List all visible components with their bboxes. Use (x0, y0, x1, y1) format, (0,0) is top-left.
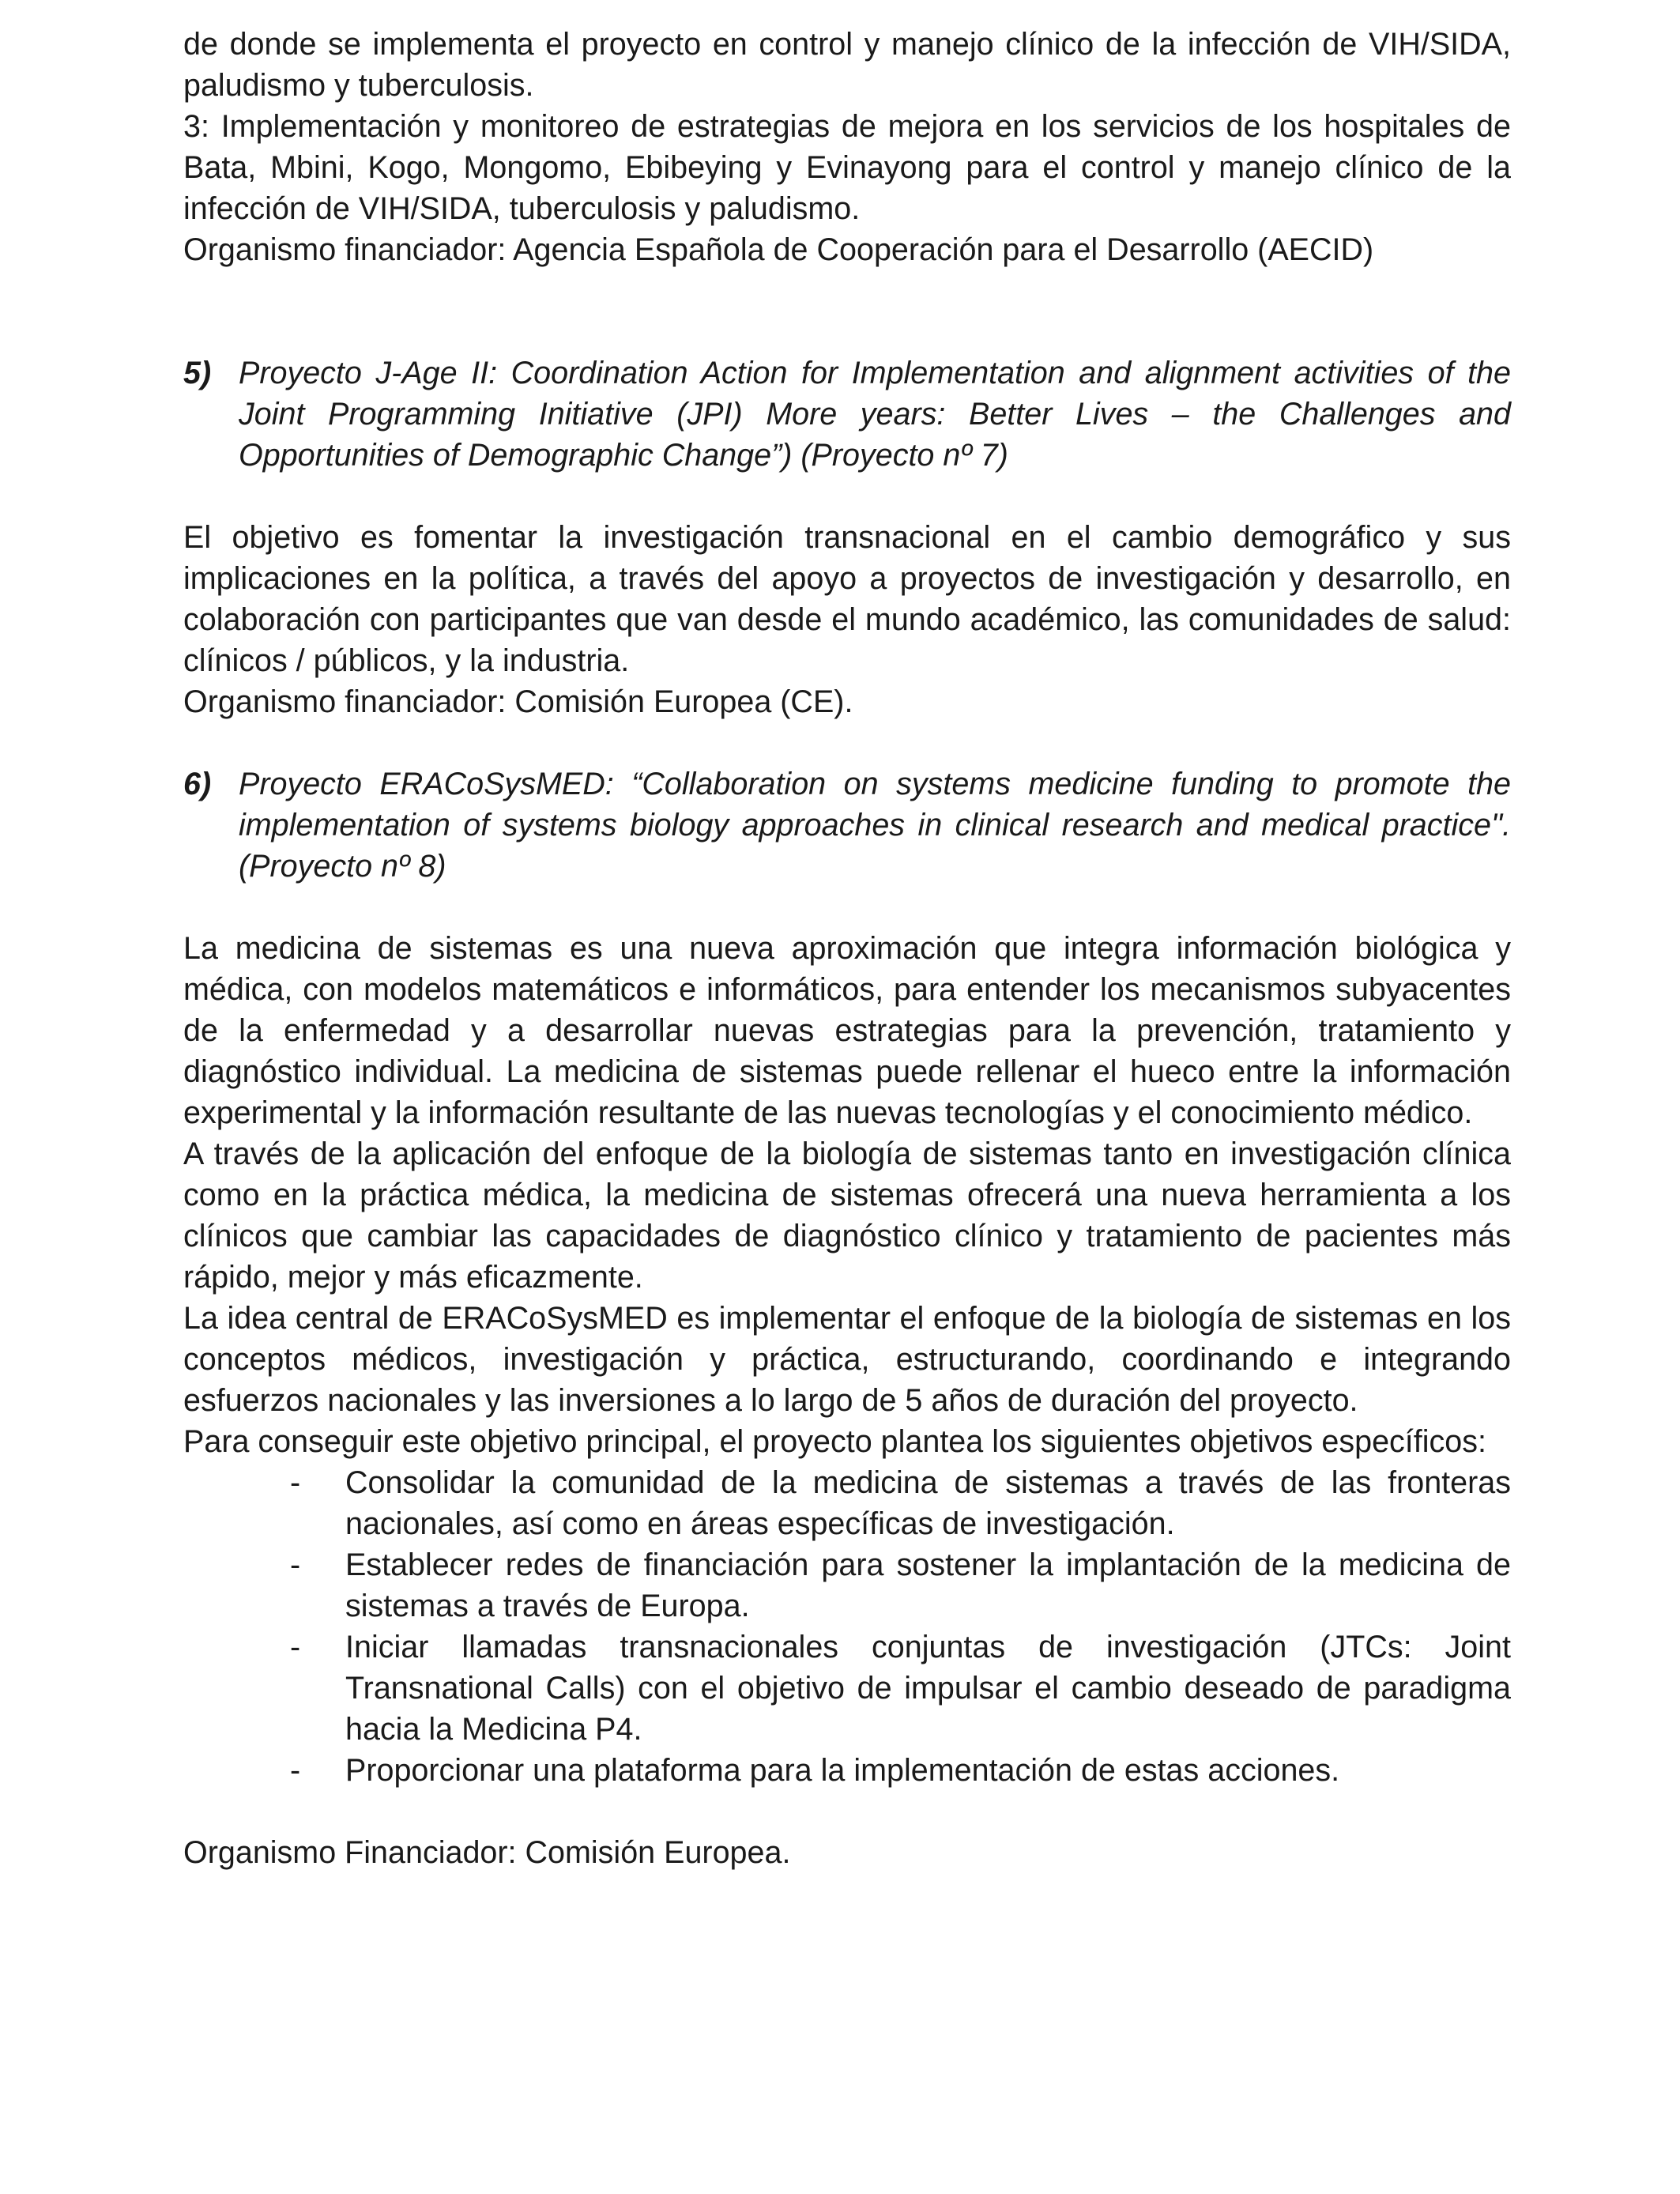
intro-paragraph: de donde se implementa el proyecto en control y manejo clínico de la infección de VIH/SIDA, paludismo y tuberculosis. (183, 27, 1511, 103)
list-item (290, 1544, 1511, 1627)
project-5-number: 5) (183, 356, 212, 390)
bullet-dash: - (290, 1630, 301, 1664)
intro-objective-3: 3: Implementación y monitoreo de estrategias de mejora en los servicios de los hospitales de Bata, Mbini, Kogo, Mongomo, Ebibeying y Evinayong para el control y manejo clínico de la infección de VIH/SIDA, tuberculosis y paludismo. (183, 109, 1511, 226)
list-item (290, 1462, 1511, 1544)
project-6-number: 6) (183, 767, 212, 801)
spacer (183, 1791, 1511, 1832)
project-6-paragraph-3: La idea central de ERACoSysMED es implementar el enfoque de la biología de sistemas en los conceptos médicos, investigación y práctica, estructurando, coordinando e integrando esfuerzos nacionales y las inversiones a lo largo de 5 años de duración del proyecto. (183, 1301, 1511, 1418)
objective-text: Consolidar la comunidad de la medicina de sistemas a través de las fronteras nacionales, así como en áreas específicas de investigación. (345, 1465, 1511, 1541)
list-item (290, 1750, 1511, 1791)
project-6-title: Proyecto ERACoSysMED: “Collaboration on systems medicine funding to promote the implementation of systems biology approaches in clinical research and medical practice". (Proyecto nº 8) (239, 767, 1511, 884)
list-item (290, 1627, 1511, 1750)
spacer (183, 270, 1511, 352)
bullet-dash: - (290, 1753, 301, 1788)
spacer (183, 476, 1511, 517)
document-page (183, 24, 1511, 1873)
project-6-paragraph-1: La medicina de sistemas es una nueva aproximación que integra información biológica y médica, con modelos matemáticos e informáticos, para entender los mecanismos subyacentes de la enfermedad y a desarrollar nuevas estrategias para la prevención, tratamiento y diagnóstico individual. La medicina de sistemas puede rellenar el hueco entre la información experimental y la información resultante de las nuevas tecnologías y el conocimiento médico. (183, 931, 1511, 1130)
objectives-list (183, 1462, 1511, 1791)
project-6-paragraph-4: Para conseguir este objetivo principal, el proyecto plantea los siguientes objetivos específicos: (183, 1424, 1486, 1459)
project-5-heading (183, 352, 1511, 476)
project-6-paragraph-2: A través de la aplicación del enfoque de la biología de sistemas tanto en investigación clínica como en la práctica médica, la medicina de sistemas ofrecerá una nueva herramienta a los clínicos que cambiar las capacidades de diagnóstico clínico y tratamiento de pacientes más rápido, mejor y más eficazmente. (183, 1137, 1511, 1295)
bullet-dash: - (290, 1465, 301, 1500)
objective-text: Establecer redes de financiación para sostener la implantación de la medicina de sistemas a través de Europa. (345, 1547, 1511, 1623)
project-5-funder: Organismo financiador: Comisión Europea (CE). (183, 684, 853, 719)
bullet-dash: - (290, 1547, 301, 1582)
objective-text: Iniciar llamadas transnacionales conjuntas de investigación (JTCs: Joint Transnational Calls) con el objetivo de impulsar el cambio deseado de paradigma hacia la Medicina P4. (345, 1630, 1511, 1747)
project-5-description: El objetivo es fomentar la investigación transnacional en el cambio demográfico y sus implicaciones en la política, a través del apoyo a proyectos de investigación y desarrollo, en colaboración con participantes que van desde el mundo académico, las comunidades de salud: clínicos / públicos, y la industria. (183, 520, 1511, 678)
intro-funder: Organismo financiador: Agencia Española de Cooperación para el Desarrollo (AECID) (183, 232, 1374, 267)
spacer (183, 887, 1511, 928)
spacer (183, 722, 1511, 763)
project-6-funder: Organismo Financiador: Comisión Europea. (183, 1835, 791, 1870)
project-6-heading (183, 763, 1511, 887)
objective-text: Proporcionar una plataforma para la implementación de estas acciones. (345, 1753, 1340, 1788)
project-5-title: Proyecto J-Age II: Coordination Action for Implementation and alignment activities of the Joint Programming Initiative (JPI) More years: Better Lives – the Challenges and Opportunities of Demographic Change”) (Proyecto nº 7) (239, 356, 1511, 473)
